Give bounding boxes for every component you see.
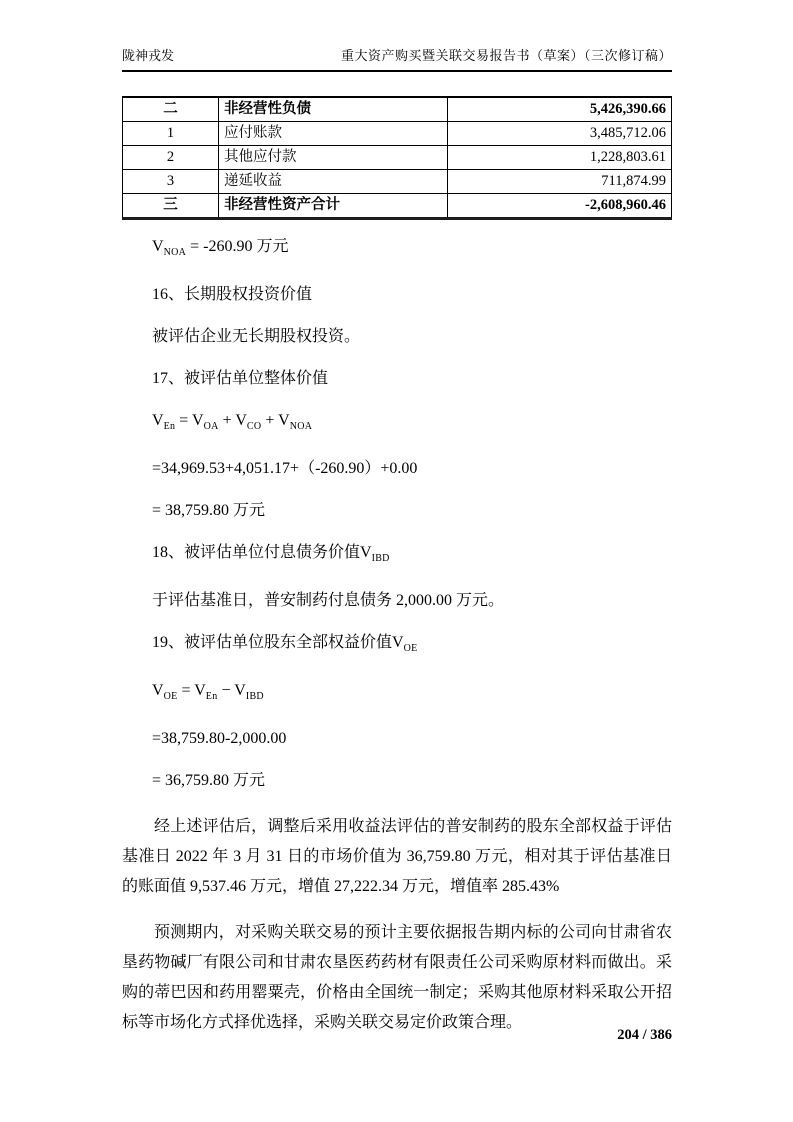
table-row: [123, 170, 672, 194]
formula-subscript: NOA: [163, 247, 187, 258]
formula-ven: [122, 406, 672, 442]
formula-text: + V: [218, 412, 247, 429]
item-value-cell: 3,485,712.06: [448, 122, 672, 146]
section-heading-18: [122, 538, 672, 574]
item-name-cell: 其他应付款: [219, 146, 448, 170]
formula-subscript: OE: [163, 691, 178, 702]
formula-subscript: En: [163, 421, 176, 432]
table-row: [123, 194, 672, 219]
formula-subscript: En: [205, 691, 218, 702]
formula-subscript: OE: [403, 643, 418, 654]
row-number-cell: 二: [123, 97, 219, 122]
item-value-cell: 711,874.99: [448, 170, 672, 194]
section-heading-19: [122, 628, 672, 664]
formula-text: V: [152, 412, 164, 429]
formula-ven-result: = 38,759.80 万元: [152, 502, 266, 519]
page-number: 204 / 386: [617, 1027, 672, 1043]
row-number-cell: 3: [123, 170, 219, 194]
formula-vnoa-result: [122, 232, 672, 268]
page-content: [0, 46, 793, 1038]
formula-subscript: IBD: [245, 691, 264, 702]
formula-text: = V: [175, 412, 204, 429]
heading-text: 19、被评估单位股东全部权益价值V: [152, 634, 404, 651]
header-company-name: 陇神戎发: [122, 48, 175, 63]
formula-subscript: CO: [246, 421, 262, 432]
item-name-cell: 递延收益: [219, 170, 448, 194]
header-report-title: 重大资产购买暨关联交易报告书（草案）（三次修订稿）: [340, 48, 672, 63]
section-heading-17: 17、被评估单位整体价值: [152, 370, 329, 387]
item-value-cell: 1,228,803.61: [448, 146, 672, 170]
item-value-cell: -2,608,960.46: [448, 194, 672, 219]
section-heading-16: 16、长期股权投资价值: [152, 286, 313, 303]
formula-voe-expansion: =38,759.80-2,000.00: [152, 730, 287, 747]
table-row: [123, 122, 672, 146]
formula-text: = -260.90 万元: [186, 238, 289, 255]
page-header: [122, 46, 672, 72]
item-value-cell: 5,426,390.66: [448, 97, 672, 122]
formula-text: V: [152, 682, 164, 699]
valuation-conclusion-paragraph: 经上述评估后，调整后采用收益法评估的普安制药的股东全部权益于评估基准日 2022 年 3 月 31 日的市场价值为 36,759.80 万元，相对其于评估基准日的账面值 9,537.46 万元，增值 27,222.34 万元，增值率 285.43%: [122, 818, 672, 895]
table-row: [123, 97, 672, 122]
section-16-text: 被评估企业无长期股权投资。: [152, 328, 361, 345]
formula-text: + V: [261, 412, 290, 429]
heading-text: 18、被评估单位付息债务价值V: [152, 544, 372, 561]
formula-text: V: [152, 238, 164, 255]
formula-subscript: IBD: [371, 553, 390, 564]
row-number-cell: 三: [123, 194, 219, 219]
table-row: [123, 146, 672, 170]
item-name-cell: 非经营性资产合计: [219, 194, 448, 219]
item-name-cell: 应付账款: [219, 122, 448, 146]
formula-subscript: NOA: [289, 421, 313, 432]
non-operating-items-table: [122, 96, 672, 220]
row-number-cell: 1: [123, 122, 219, 146]
section-18-text: 于评估基准日，普安制药付息债务 2,000.00 万元。: [152, 592, 505, 609]
formula-subscript: OA: [203, 421, 219, 432]
row-number-cell: 2: [123, 146, 219, 170]
related-transaction-paragraph: 预测期内，对采购关联交易的预计主要依据报告期内标的公司向甘肃省农垦药物碱厂有限公司和甘肃农垦医药药材有限责任公司采购原材料而做出。采购的蒂巴因和药用罂粟壳，价格由全国统一制定；采购其他原材料采取公开招标等市场化方式择优选择，采购关联交易定价政策合理。: [122, 924, 672, 1031]
formula-text: − V: [217, 682, 246, 699]
formula-voe: [122, 676, 672, 712]
formula-ven-expansion: =34,969.53+4,051.17+（-260.90）+0.00: [152, 460, 418, 477]
formula-voe-result: = 36,759.80 万元: [152, 772, 266, 789]
item-name-cell: 非经营性负债: [219, 97, 448, 122]
formula-text: = V: [177, 682, 206, 699]
